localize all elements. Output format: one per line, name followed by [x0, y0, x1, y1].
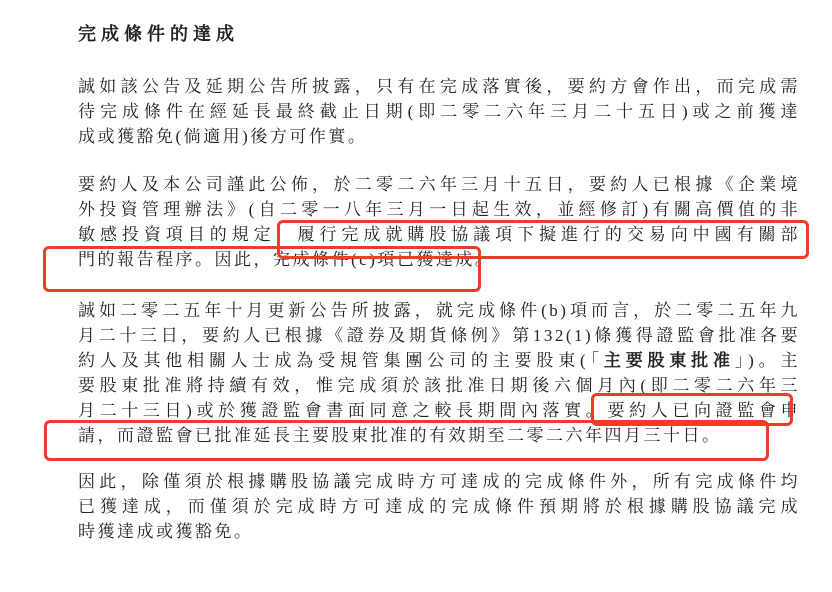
text-run: 要約人及本公司謹此公佈，於二零二六年三月十五日，要約人已根據《企業境 — [78, 175, 800, 194]
text-line — [78, 247, 800, 272]
text-run: 待完成條件在經延長最終截止日期(即二零二六年三月二十五日)或之前獲達 — [78, 102, 800, 121]
text-run: 月二十三日，要約人已根據《證券及期貨條例》第132(1)條獲得證監會批准各要 — [78, 326, 800, 345]
text-run: 門的報告程序。因此，完成條件(c)項已獲達成。 — [78, 250, 495, 269]
text-line — [78, 398, 800, 423]
text-line — [78, 197, 800, 222]
text-line — [78, 469, 800, 494]
text-line — [78, 99, 800, 124]
text-run: 時獲達成或獲豁免。 — [78, 522, 254, 541]
text-run: 約人及其他相關人士成為受規管集團公司的主要股東(「 — [78, 351, 604, 370]
text-run: 要股東批准將持續有效，惟完成須於該批准日期後六個月內(即二零二六年三 — [78, 376, 800, 395]
text-line — [78, 124, 800, 149]
text-line — [78, 423, 800, 448]
paragraph-1 — [78, 74, 800, 149]
text-run: 月二十三日)或於獲證監會書面同意之較長期間內落實。要約人已向證監會申 — [78, 401, 800, 420]
text-run: 誠如二零二五年十月更新公告所披露，就完成條件(b)項而言，於二零二五年九 — [78, 301, 800, 320]
text-line — [78, 172, 800, 197]
text-line — [78, 323, 800, 348]
text-line — [78, 222, 800, 247]
paragraph-4 — [78, 469, 800, 544]
paragraph-2 — [78, 172, 800, 272]
text-line — [78, 519, 800, 544]
text-run: 成或獲豁免(倘適用)後方可作實。 — [78, 127, 368, 146]
text-run: 請，而證監會已批准延長主要股東批准的有效期至二零二六年四月三十日。 — [78, 426, 722, 445]
text-line — [78, 373, 800, 398]
text-run: 因此，除僅須於根據購股協議完成時方可達成的完成條件外，所有完成條件均 — [78, 472, 800, 491]
text-run: 誠如該公告及延期公告所披露，只有在完成落實後，要約方會作出，而完成需 — [78, 77, 800, 96]
text-run: 」)。主 — [734, 351, 800, 370]
text-run: 已獲達成，而僅須於完成時方可達成的完成條件預期將於根據購股協議完成 — [78, 497, 800, 516]
text-line — [78, 348, 800, 373]
paragraph-3 — [78, 298, 800, 448]
text-run: 敏感投資項目的規定，履行完成就購股協議項下擬進行的交易向中國有關部 — [78, 225, 800, 244]
text-line — [78, 298, 800, 323]
text-line — [78, 494, 800, 519]
text-run: 外投資管理辦法》(自二零一八年三月一日起生效，並經修訂)有關高價值的非 — [78, 200, 800, 219]
text-line — [78, 74, 800, 99]
bold-defined-term: 主要股東批准 — [603, 351, 735, 370]
section-heading: 完成條件的達成 — [78, 24, 239, 44]
